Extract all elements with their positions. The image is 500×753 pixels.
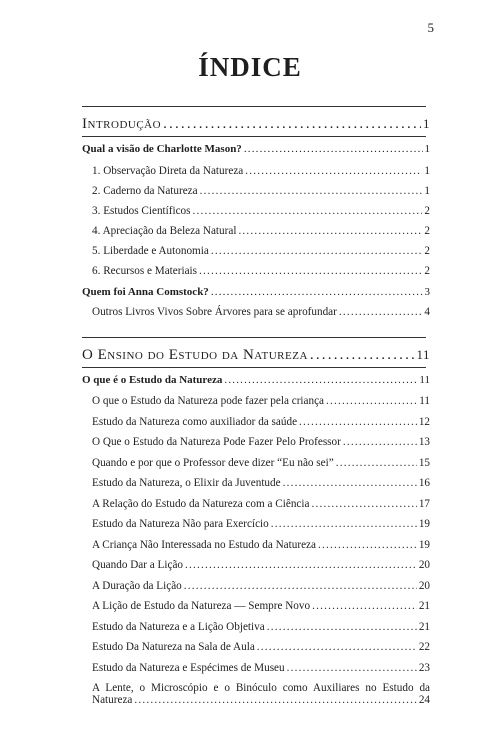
dot-leader (199, 265, 422, 277)
toc-page-number: 20 (418, 580, 430, 592)
toc-page-number: 16 (418, 477, 430, 489)
dot-leader (299, 416, 417, 428)
toc-entry-label: O que o Estudo da Natureza pode fazer pela criança (92, 395, 325, 407)
toc-section-label: O Ensino do Estudo da Natureza (82, 347, 308, 363)
toc-entry[interactable] (92, 205, 430, 217)
toc-entry[interactable] (82, 374, 430, 386)
toc-entry[interactable] (92, 477, 430, 489)
dot-leader (244, 143, 423, 155)
toc-entry-label: O que é o Estudo da Natureza (82, 374, 223, 386)
toc-page-number: 20 (418, 559, 430, 571)
toc-entry[interactable] (92, 600, 430, 612)
dot-leader (312, 600, 417, 612)
toc-entry-label: A Duração da Lição (92, 580, 182, 592)
toc-entry-label: 2. Caderno da Natureza (92, 185, 198, 197)
dot-leader (343, 436, 417, 448)
toc-page-number: 2 (424, 245, 430, 257)
section-divider (82, 367, 426, 368)
toc-entry[interactable] (92, 641, 430, 653)
toc-entry-label: 1. Observação Direta da Natureza (92, 165, 244, 177)
page-number: 5 (427, 20, 434, 35)
toc-entry[interactable] (92, 580, 430, 592)
dot-leader (339, 306, 423, 318)
dot-leader (245, 165, 422, 177)
toc-entry[interactable] (82, 286, 430, 298)
toc-section-introducao[interactable] (82, 116, 430, 133)
toc-entry[interactable] (92, 185, 430, 197)
dot-leader (287, 662, 417, 674)
dot-leader (271, 518, 417, 530)
toc-entry-label: 4. Apreciação da Beleza Natural (92, 225, 237, 237)
toc-page-number: 17 (418, 498, 430, 510)
toc-section-label: Introdução (82, 116, 162, 132)
toc-page-number: 21 (418, 600, 430, 612)
toc-entry[interactable] (92, 498, 430, 510)
toc-entry[interactable] (92, 416, 430, 428)
toc-entry-label: Estudo da Natureza como auxiliador da saúde (92, 416, 298, 428)
toc-page-number: 23 (418, 662, 430, 674)
section-divider (82, 106, 426, 107)
toc-page-number: 19 (418, 539, 430, 551)
dot-leader (211, 245, 423, 257)
dot-leader (238, 225, 422, 237)
toc-page-number: 1 (424, 143, 430, 155)
toc-entry-label: Qual a visão de Charlotte Mason? (82, 143, 242, 155)
toc-entry-label: A Criança Não Interessada no Estudo da Natureza (92, 539, 316, 551)
toc-page-number: 1 (424, 165, 430, 177)
toc-section-ensino[interactable] (82, 347, 430, 364)
toc-entry-label: Estudo Da Natureza na Sala de Aula (92, 641, 255, 653)
toc-page-number: 11 (419, 374, 430, 386)
toc-page-number: 1 (423, 116, 430, 131)
toc-page-number: 22 (418, 641, 430, 653)
toc-entry[interactable] (92, 662, 430, 674)
toc-entry-label: Estudo da Natureza e Espécimes de Museu (92, 662, 285, 674)
toc-page-number: 24 (418, 694, 430, 706)
toc-page-number: 2 (424, 205, 430, 217)
toc-entry[interactable] (82, 143, 430, 155)
toc-entry[interactable] (92, 621, 430, 633)
toc-entry-label: 5. Liberdade e Autonomia (92, 245, 209, 257)
toc-entry-label: 3. Estudos Científicos (92, 205, 191, 217)
toc-entry-label: 6. Recursos e Materiais (92, 265, 198, 277)
toc-page-number: 3 (424, 286, 430, 298)
dot-leader (257, 641, 417, 653)
dot-leader (193, 205, 423, 217)
toc-page-number: 2 (424, 225, 430, 237)
toc-entry-label: Outros Livros Vivos Sobre Árvores para se aprofundar (92, 306, 337, 318)
dot-leader (134, 694, 416, 706)
toc-entry[interactable] (92, 395, 430, 407)
toc-entry-label: A Lição de Estudo da Natureza — Sempre Novo (92, 600, 311, 612)
dot-leader (185, 559, 417, 571)
dot-leader (311, 498, 416, 510)
toc-entry[interactable] (92, 245, 430, 257)
toc-page-number: 11 (419, 395, 430, 407)
toc-entry-label: Estudo da Natureza e a Lição Objetiva (92, 621, 265, 633)
toc-entry-label-continued: Natureza (92, 694, 133, 706)
toc-page-number: 13 (418, 436, 430, 448)
dot-leader (336, 457, 417, 469)
dot-leader (310, 347, 415, 364)
dot-leader (184, 580, 417, 592)
dot-leader (224, 374, 417, 386)
section-divider (82, 136, 426, 137)
toc-entry-label: Quando e por que o Professor deve dizer “Eu não sei” (92, 457, 334, 469)
toc-entry[interactable] (92, 559, 430, 571)
dot-leader (200, 185, 423, 197)
dot-leader (318, 539, 417, 551)
toc-page-number: 11 (416, 347, 430, 362)
toc-entry[interactable] (92, 306, 430, 318)
toc-entry-multiline[interactable] (92, 682, 430, 706)
dot-leader (326, 395, 417, 407)
toc-page-number: 2 (424, 265, 430, 277)
toc-entry-label: Quem foi Anna Comstock? (82, 286, 209, 298)
page-title: ÍNDICE (198, 52, 302, 82)
toc-entry[interactable] (92, 539, 430, 551)
toc-entry[interactable] (92, 436, 430, 448)
toc-entry-label: Estudo da Natureza, o Elixir da Juventude (92, 477, 281, 489)
toc-page-number: 1 (424, 185, 430, 197)
toc-page-number: 21 (418, 621, 430, 633)
toc-entry[interactable] (92, 265, 430, 277)
toc-entry[interactable] (92, 518, 430, 530)
dot-leader (211, 286, 423, 298)
toc-page-number: 4 (424, 306, 430, 318)
toc-page-number: 19 (418, 518, 430, 530)
toc-entry-label: A Relação do Estudo da Natureza com a Ciência (92, 498, 310, 510)
toc-entry-label: Estudo da Natureza Não para Exercício (92, 518, 269, 530)
dot-leader (283, 477, 417, 489)
toc-entry-label: A Lente, o Microscópio e o Binóculo como Auxiliares no Estudo da (92, 682, 430, 694)
toc-entry[interactable] (92, 165, 430, 177)
dot-leader (267, 621, 417, 633)
dot-leader (163, 116, 421, 133)
toc-entry-label: O Que o Estudo da Natureza Pode Fazer Pelo Professor (92, 436, 341, 448)
toc-page-number: 12 (418, 416, 430, 428)
section-divider (82, 337, 426, 338)
toc-entry-label: Quando Dar a Lição (92, 559, 184, 571)
toc-entry[interactable] (92, 457, 430, 469)
toc-entry[interactable] (92, 225, 430, 237)
toc-page-number: 15 (418, 457, 430, 469)
